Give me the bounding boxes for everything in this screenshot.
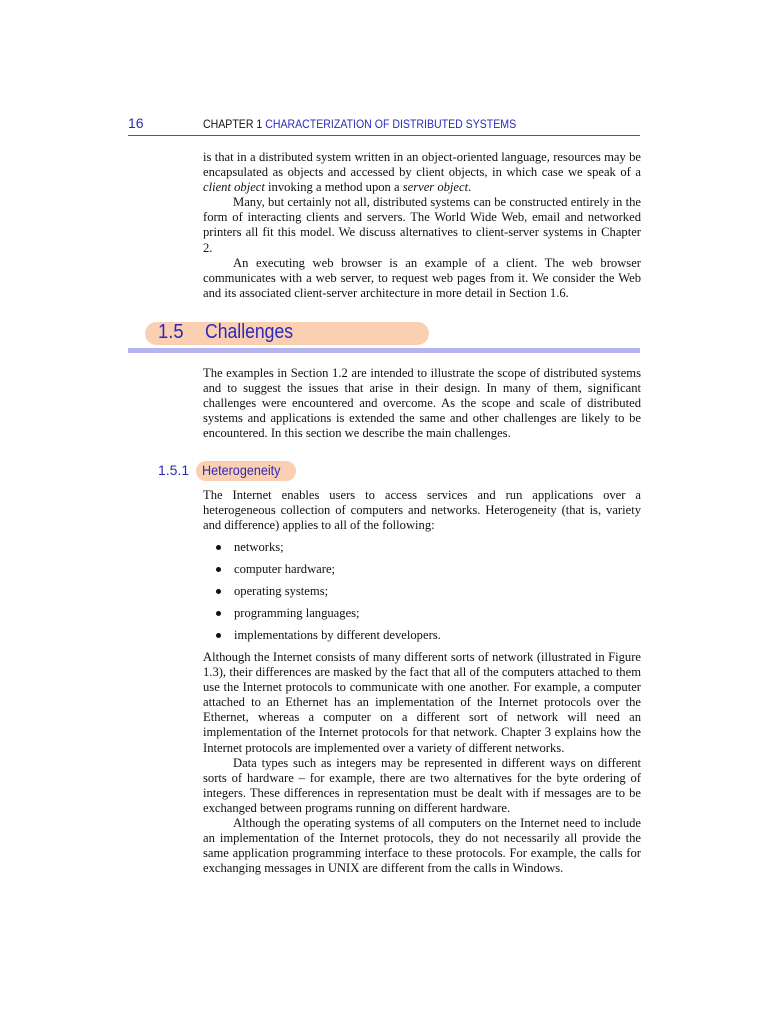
subsection-body-text xyxy=(203,650,641,876)
list-item: implementations by different developers. xyxy=(214,628,634,650)
intro-paragraph-3: An executing web browser is an example of a client. The web browser communicates with a web server, to request web pages from it. We consider the Web and its associated client-server architecture in more detail in Section 1.6. xyxy=(203,255,641,300)
subsection-title: Heterogeneity xyxy=(202,462,281,478)
section-paragraph-1: The examples in Section 1.2 are intended to illustrate the scope of distributed systems and to suggest the issues that arise in their design. In many of them, significant challenges were encountered and overcome. As the scope and scale of distributed systems and applications is extended the same and other challenges are likely to be encountered. In this section we describe the main challenges. xyxy=(203,366,641,441)
server-object-term: server object xyxy=(402,180,469,195)
subsection-heading xyxy=(150,460,310,482)
bullet-icon xyxy=(216,611,221,616)
client-object-term: client object xyxy=(203,180,265,195)
list-item: programming languages; xyxy=(214,606,634,628)
subsection-number: 1.5.1 xyxy=(158,462,190,478)
subsection-paragraph-1: The Internet enables users to access services and run applications over a heterogeneous collection of computers and networks. Heterogeneity (that is, variety and difference) applies to all of the following: xyxy=(203,488,641,533)
list-item: networks; xyxy=(214,540,634,562)
list-item: computer hardware; xyxy=(214,562,634,584)
subsection-intro-text xyxy=(203,488,641,533)
bullet-icon xyxy=(216,545,221,550)
intro-paragraph-2: Many, but certainly not all, distributed systems can be constructed entirely in the form of interacting clients and servers. The World Wide Web, email and networked printers all fit this model. We discuss alternatives to client-server systems in Chapter 2. xyxy=(203,195,641,255)
section-rule xyxy=(128,348,640,353)
list-item: operating systems; xyxy=(214,584,634,606)
running-header xyxy=(128,115,640,136)
subsection-paragraph-2: Although the Internet consists of many different sorts of network (illustrated in Figure 1.3), their differences are masked by the fact that all of the computers attached to them use the Internet protocols to communicate with one another. For example, a computer attached to an Ethernet has an implementation of the Internet protocols over the Ethernet, whereas a computer on a different sort of network will need an implementation of the Internet protocols for that network. Chapter 3 explains how the Internet protocols are implemented over a variety of different networks. xyxy=(203,650,641,755)
chapter-label xyxy=(203,117,516,131)
bullet-icon xyxy=(216,567,221,572)
section-title: Challenges xyxy=(205,321,294,343)
bullet-icon xyxy=(216,633,221,638)
section-heading xyxy=(128,318,640,354)
subsection-paragraph-4: Although the operating systems of all computers on the Internet need to include an implementation of the Internet protocols, they do not necessarily all provide the same application programming interface to these protocols. For example, the calls for exchanging messages in UNIX are different from the calls in Windows. xyxy=(203,816,641,876)
chapter-number: CHAPTER 1 xyxy=(203,117,263,131)
page-number: 16 xyxy=(128,115,144,131)
intro-paragraph-1: is that in a distributed system written in an object-oriented language, resources may be encapsulated as objects and accessed by client objects, in which case we speak of a client object invoking a method upon a server object. xyxy=(203,150,641,195)
subsection-paragraph-3: Data types such as integers may be represented in different ways on different sorts of hardware – for example, there are two alternatives for the byte ordering of integers. These differences in representation must be dealt with if messages are to be exchanged between programs running on different hardware. xyxy=(203,755,641,815)
section-number: 1.5 xyxy=(158,321,184,343)
heterogeneity-list xyxy=(214,540,634,650)
bullet-icon xyxy=(216,589,221,594)
intro-text xyxy=(203,150,641,301)
section-text xyxy=(203,366,641,441)
chapter-title: CHARACTERIZATION OF DISTRIBUTED SYSTEMS xyxy=(265,117,517,131)
